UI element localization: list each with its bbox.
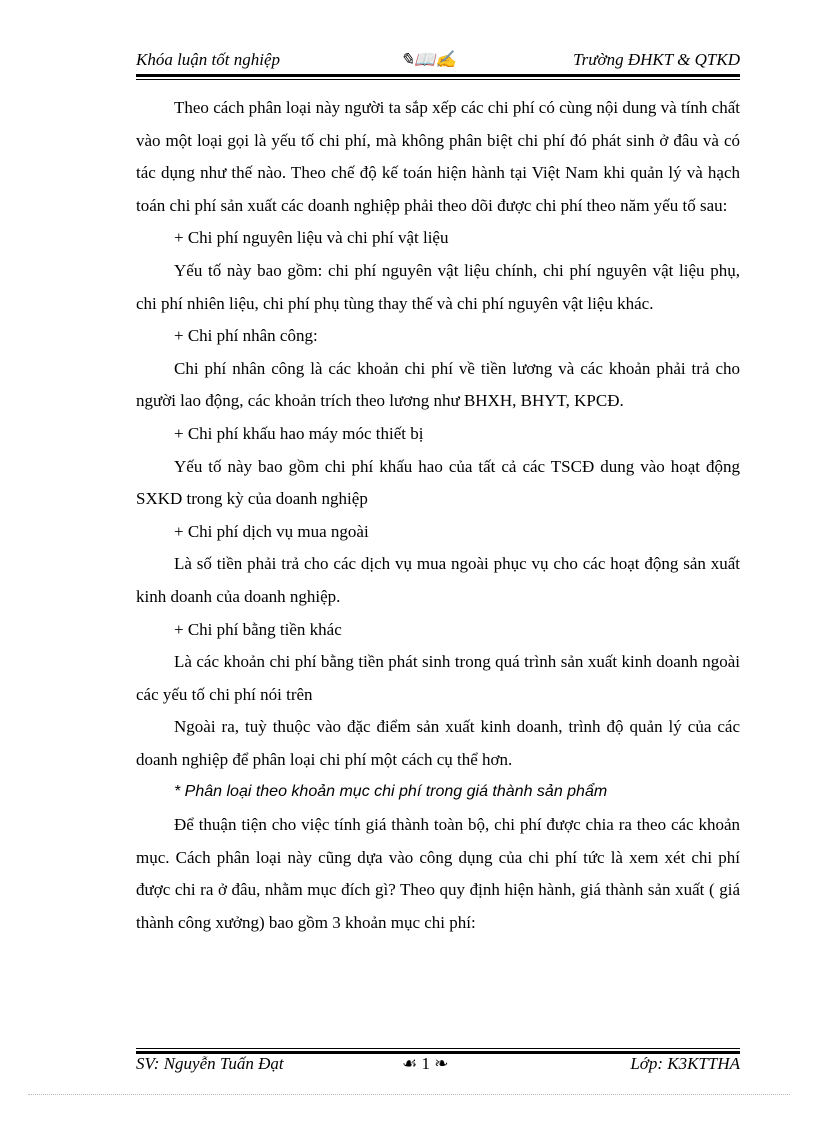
page-header — [136, 48, 740, 72]
footer-student: SV: Nguyễn Tuấn Đạt — [136, 1054, 284, 1073]
header-school: Trường ĐHKT & QTKD — [573, 50, 740, 69]
paragraph: Là số tiền phải trả cho các dịch vụ mua ngoài phục vụ cho các hoạt động sản xuất kinh doanh của doanh nghiệp. — [136, 554, 740, 606]
bullet-heading: + Chi phí nguyên liệu và chi phí vật liệu — [174, 228, 449, 248]
bullet-heading: + Chi phí bằng tiền khác — [174, 619, 342, 639]
header-rule-thick — [136, 74, 740, 77]
header-ornament-icon: ✎📖✍ — [400, 50, 457, 69]
paragraph: Để thuận tiện cho việc tính giá thành toàn bộ, chi phí được chia ra theo các khoản mục. Cách phân loại này cũng dựa vào công dụng của chi phí tức là xem xét chi phí được chi ra ở đâu, nhằm mục đích gì? Theo quy định hiện hành, giá thành sản xuất ( giá thành công xưởng) bao gồm 3 khoản mục chi phí: — [136, 815, 740, 932]
header-title: Khóa luận tốt nghiệp — [136, 50, 281, 69]
page-boundary-line — [28, 1094, 790, 1095]
page-number: ☙ 1 ❧ — [402, 1054, 449, 1073]
paragraph: Yếu tố này bao gồm: chi phí nguyên vật liệu chính, chi phí nguyên vật liệu phụ, chi phí nhiên liệu, chi phí phụ tùng thay thế và chi phí nguyên vật liệu khác. — [136, 260, 740, 313]
paragraph: Chi phí nhân công là các khoản chi phí về tiền lương và các khoản phải trả cho người lao động, các khoản trích theo lương như BHXH, BHYT, KPCĐ. — [136, 358, 740, 411]
footer-rule-thin — [136, 1048, 740, 1049]
bullet-heading: + Chi phí dịch vụ mua ngoài — [174, 521, 369, 541]
header-rule-thin — [136, 79, 740, 80]
paragraph: Theo cách phân loại này người ta sắp xếp các chi phí có cùng nội dung và tính chất vào một loại gọi là yếu tố chi phí, mà không phân biệt chi phí đó phát sinh ở đâu và có tác dụng như thế nào. Theo chế độ kế toán hiện hành tại Việt Nam khi quản lý và hạch toán chi phí sản xuất các doanh nghiệp phải theo dõi được chi phí theo năm yếu tố sau: — [136, 98, 740, 215]
paragraph: Là các khoản chi phí bằng tiền phát sinh trong quá trình sản xuất kinh doanh ngoài các yếu tố chi phí nói trên — [136, 652, 740, 704]
document-body — [136, 92, 740, 939]
paragraph: Yếu tố này bao gồm chi phí khấu hao của tất cả các TSCĐ dung vào hoạt động SXKD trong kỳ của doanh nghiệp — [136, 456, 740, 509]
footer-class: Lớp: K3KTTHA — [630, 1054, 740, 1073]
bullet-heading: + Chi phí khấu hao máy móc thiết bị — [174, 423, 424, 443]
section-heading: * Phân loại theo khoản mục chi phí trong giá thành sản phẩm — [174, 783, 608, 801]
page-footer — [136, 1054, 740, 1078]
bullet-heading: + Chi phí nhân công: — [174, 326, 318, 346]
paragraph: Ngoài ra, tuỳ thuộc vào đặc điểm sản xuất kinh doanh, trình độ quản lý của các doanh nghiệp để phân loại chi phí một cách cụ thể hơn. — [136, 717, 740, 769]
